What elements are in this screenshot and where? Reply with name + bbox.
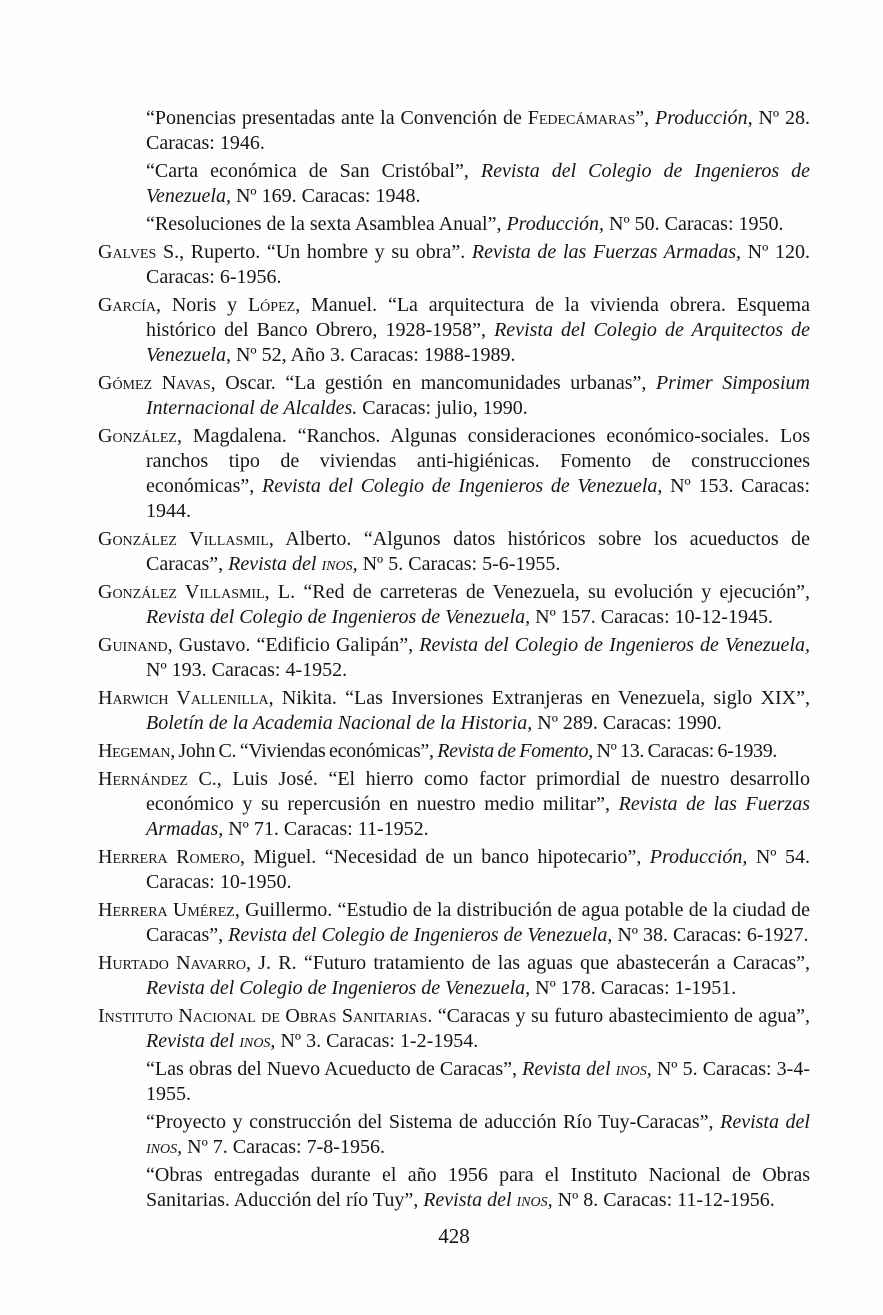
author-name: Hegeman [98, 740, 171, 762]
entry-text: . “Caracas y su futuro abastecimiento de agua”, [427, 1005, 810, 1027]
author-name: Galves [98, 241, 157, 263]
entry-text: “Resoluciones de la sexta Asamblea Anual”, [146, 213, 507, 235]
bib-entry [98, 293, 810, 368]
bib-entry [98, 1004, 810, 1054]
entry-text: , Nikita. “Las Inversiones Extranjeras en Venezuela, siglo XIX”, [268, 687, 810, 709]
journal-title: Revista del Colegio de Arquitectos de Venezuela, [146, 319, 810, 366]
entry-text: Nº 52, Año 3. Caracas: 1988-1989. [230, 344, 516, 366]
journal-title: Producción, [649, 846, 748, 868]
entry-text: Caracas: julio, 1990. [357, 397, 528, 419]
bib-entry [98, 424, 810, 524]
entry-text: Nº 5. Caracas: 5-6-1955. [357, 553, 561, 575]
journal-title: Revista del Colegio de Ingenieros de Venezuela, [262, 475, 663, 497]
entry-text: “Ponencias presentadas ante la Convención de [146, 107, 528, 129]
entry-text: , Noris y [156, 294, 248, 316]
journal-title: Primer Simposium Internacional de Alcaldes. [146, 372, 810, 419]
journal-title: inos, [516, 1189, 553, 1211]
entry-text: , Alberto. “Algunos datos históricos sobre los acueductos de Caracas”, [146, 528, 811, 575]
entry-text: , Gustavo. “Edificio Galipán”, [167, 634, 420, 656]
journal-title: Revista del Colegio de Ingenieros de Venezuela, [146, 160, 810, 207]
entry-text: , Manuel. “La arquitectura de la vivienda obrera. Esquema histórico del Banco Obrero, 1928-1958”, [146, 294, 810, 341]
entry-text: Nº 8. Caracas: 11-12-1956. [552, 1189, 775, 1211]
author-name: Guinand [98, 634, 168, 656]
bib-entry [146, 1110, 810, 1160]
bib-entry [98, 845, 810, 895]
journal-title: inos, [239, 1030, 276, 1052]
entry-text: “Obras entregadas durante el año 1956 para el Instituto Nacional de Obras Sanitarias. Aducción del río Tuy”, [146, 1164, 810, 1211]
journal-title: Revista de las Fuerzas Armadas, [471, 241, 741, 263]
journal-title: Revista del [146, 1030, 240, 1052]
entry-text: S., Ruperto. “Un hombre y su obra”. [156, 241, 472, 263]
author-name: López [247, 294, 296, 316]
journal-title: Revista de Fomento, [437, 740, 593, 762]
entry-text: Nº 153. Caracas: 1944. [146, 475, 811, 522]
entry-text: “Las obras del Nuevo Acueducto de Caracas”, [146, 1058, 523, 1080]
page-footer [98, 1224, 810, 1249]
entry-text: Nº 193. Caracas: 4-1952. [146, 659, 348, 681]
entry-text: Nº 5. Caracas: 3-4-1955. [146, 1058, 810, 1105]
entry-text: “Carta económica de San Cristóbal”, [146, 160, 481, 182]
journal-title: Revista del [423, 1189, 517, 1211]
author-name: Hernández [98, 768, 188, 790]
bib-entry [146, 106, 810, 156]
author-name: Harwich Vallenilla [98, 687, 269, 709]
bib-entry [98, 371, 810, 421]
author-name: Fedecámaras [527, 107, 636, 129]
entry-text: , Oscar. “La gestión en mancomunidades urbanas”, [210, 372, 656, 394]
entry-text: Nº 3. Caracas: 1-2-1954. [275, 1030, 479, 1052]
bib-entry [98, 527, 810, 577]
entry-text: , Guillermo. “Estudio de la distribución de agua potable de la ciudad de Caracas”, [146, 899, 810, 946]
journal-title: Revista del [228, 553, 322, 575]
author-name: Herrera Umérez [98, 899, 235, 921]
bib-entry [146, 212, 810, 237]
bib-entry [98, 580, 810, 630]
bib-entry [98, 686, 810, 736]
entry-text: Nº 169. Caracas: 1948. [230, 185, 421, 207]
entry-text: Nº 71. Caracas: 11-1952. [223, 818, 429, 840]
journal-title: inos, [146, 1136, 183, 1158]
journal-title: Revista de las Fuerzas Armadas, [146, 793, 810, 840]
entry-text: Nº 54. Caracas: 10-1950. [146, 846, 810, 893]
journal-title: Boletín de la Academia Nacional de la Historia, [146, 712, 533, 734]
bib-entry [98, 951, 810, 1001]
entry-text: Nº 38. Caracas: 6-1927. [612, 924, 809, 946]
entry-text: Nº 178. Caracas: 1-1951. [530, 977, 737, 999]
journal-title: inos, [321, 553, 358, 575]
bib-entry [146, 1163, 810, 1213]
entry-text: Nº 157. Caracas: 10-12-1945. [530, 606, 773, 628]
bib-entry [98, 633, 810, 683]
bib-entry [98, 767, 810, 842]
journal-title: inos, [615, 1058, 652, 1080]
bib-entry [98, 898, 810, 948]
author-name: Hurtado Navarro [98, 952, 247, 974]
entry-text: , J. R. “Futuro tratamiento de las aguas que abastecerán a Caracas”, [246, 952, 810, 974]
author-name: Instituto Nacional de Obras Sanitarias [98, 1005, 428, 1027]
entry-text: Nº 7. Caracas: 7-8-1956. [182, 1136, 385, 1158]
bib-entry [98, 739, 810, 764]
journal-title: Revista del Colegio de Ingenieros de Venezuela, [146, 977, 531, 999]
entry-text: Nº 289. Caracas: 1990. [532, 712, 722, 734]
entry-text: , L. “Red de carreteras de Venezuela, su evolución y ejecución”, [264, 581, 810, 603]
bib-entry [98, 240, 810, 290]
author-name: González Villasmil [98, 528, 269, 550]
entry-text: Nº 120. Caracas: 6-1956. [146, 241, 810, 288]
author-name: González [98, 425, 177, 447]
bib-entry [146, 1057, 810, 1107]
entry-text: “Proyecto y construcción del Sistema de aducción Río Tuy-Caracas”, [146, 1111, 721, 1133]
journal-title: Producción, [506, 213, 605, 235]
journal-title: Producción, [655, 107, 753, 129]
author-name: Herrera Romero [98, 846, 241, 868]
entry-text: Nº 50. Caracas: 1950. [604, 213, 784, 235]
author-name: Gómez Navas [98, 372, 211, 394]
journal-title: Revista del [522, 1058, 616, 1080]
bib-entry [146, 159, 810, 209]
entry-text: C., Luis José. “El hierro como factor primordial de nuestro desarrollo económico y su repercusión en nuestro medio militar”, [146, 768, 810, 815]
author-name: García [98, 294, 157, 316]
entry-text: , Magdalena. “Ranchos. Algunas consideraciones económico-sociales. Los ranchos tipo de viviendas anti-higiénicas. Fomento de construcciones económicas”, [146, 425, 810, 497]
journal-title: Revista del [720, 1111, 810, 1133]
entry-text: Nº 28. Caracas: 1946. [146, 107, 810, 154]
journal-title: Revista del Colegio de Ingenieros de Venezuela, [419, 634, 810, 656]
author-name: González Villasmil [98, 581, 265, 603]
page-number: 428 [438, 1224, 470, 1248]
bibliography-entries [98, 106, 810, 1216]
journal-title: Revista del Colegio de Ingenieros de Venezuela, [228, 924, 613, 946]
entry-text: Nº 13. Caracas: 6-1939. [592, 740, 778, 762]
entry-text: ”, [635, 107, 656, 129]
entry-text: , John C. “Viviendas económicas”, [170, 740, 438, 762]
journal-title: Revista del Colegio de Ingenieros de Venezuela, [146, 606, 531, 628]
entry-text: , Miguel. “Necesidad de un banco hipotecario”, [240, 846, 650, 868]
